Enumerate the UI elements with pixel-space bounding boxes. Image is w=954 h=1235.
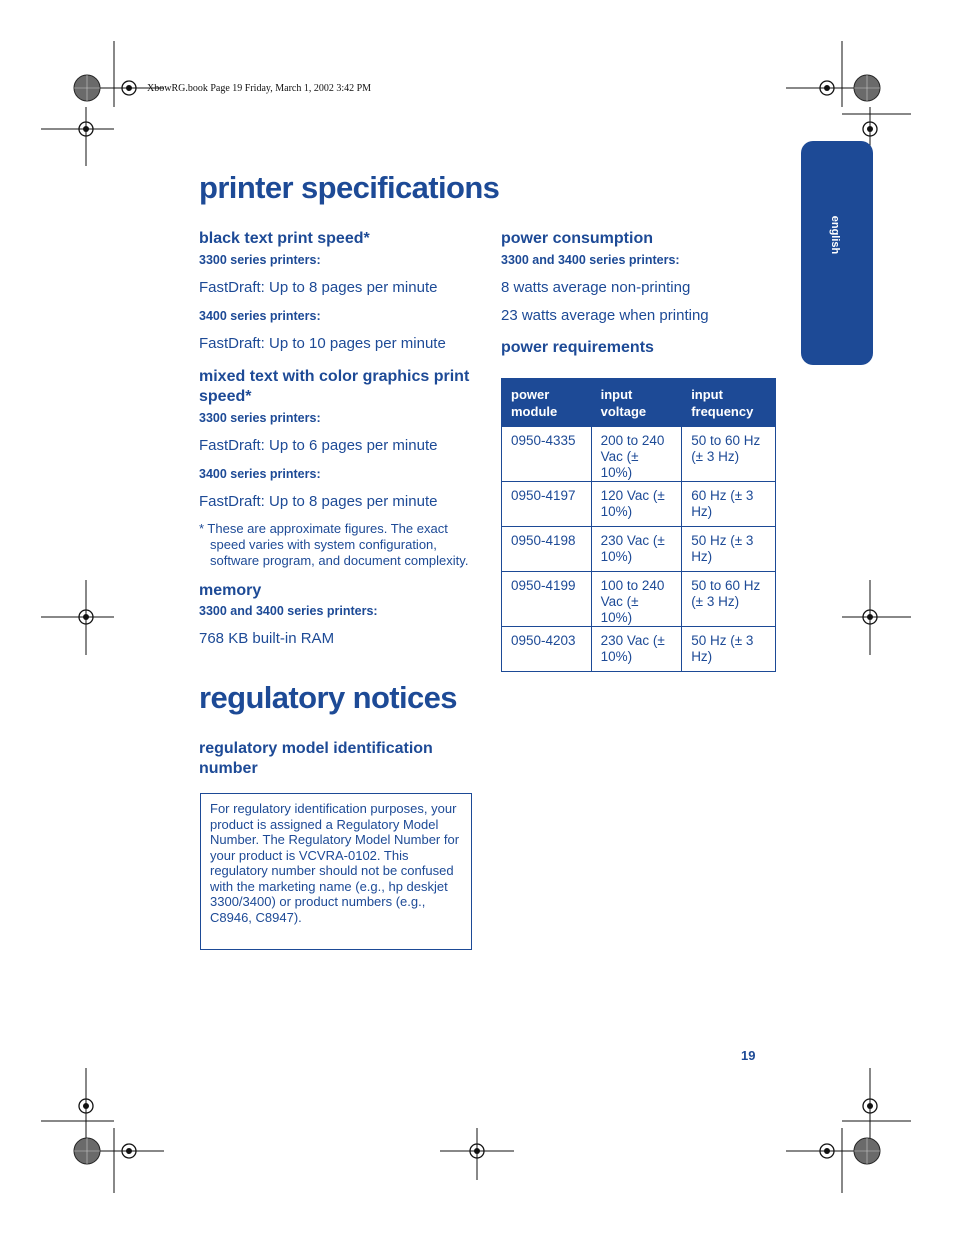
black-3400-label: 3400 series printers:: [199, 309, 321, 323]
power-module-cell: 0950-4198: [502, 527, 592, 572]
table-row: [502, 482, 776, 527]
header-input-voltage: input voltage: [591, 379, 682, 427]
black-3300-label: 3300 series printers:: [199, 253, 321, 267]
header-stamp: XbowRG.book Page 19 Friday, March 1, 2002 3:42 PM: [147, 83, 372, 94]
input-voltage-cell: 200 to 240 Vac (± 10%): [591, 427, 682, 482]
mixed-heading: mixed text with color graphics print speed*: [199, 368, 470, 405]
input-voltage-cell: 120 Vac (± 10%): [591, 482, 682, 527]
page-title: printer specifications: [199, 170, 500, 205]
memory-heading: memory: [199, 582, 262, 599]
power-module-cell: 0950-4197: [502, 482, 592, 527]
header-power-module: power module: [502, 379, 592, 427]
power-consumption-heading: power consumption: [501, 230, 653, 247]
black-3300-value: FastDraft: Up to 8 pages per minute: [199, 279, 438, 296]
black-3400-value: FastDraft: Up to 10 pages per minute: [199, 335, 446, 352]
memory-value: 768 KB built-in RAM: [199, 630, 335, 647]
power-consumption-label: 3300 and 3400 series printers:: [501, 253, 680, 267]
table-row: [502, 527, 776, 572]
regulatory-title: regulatory notices: [199, 680, 457, 715]
power-module-cell: 0950-4203: [502, 627, 592, 672]
input-frequency-cell: 50 to 60 Hz (± 3 Hz): [682, 427, 776, 482]
power-consumption-line2: 23 watts average when printing: [501, 307, 709, 324]
black-text-heading: black text print speed*: [199, 230, 370, 247]
input-frequency-cell: 50 to 60 Hz (± 3 Hz): [682, 572, 776, 627]
side-tab: [801, 141, 873, 365]
speed-footnote: * These are approximate figures. The exact speed varies with system configuration, software program, and document complexity.: [199, 521, 469, 568]
table-header-row: [502, 379, 776, 427]
input-voltage-cell: 230 Vac (± 10%): [591, 527, 682, 572]
table-row: [502, 627, 776, 672]
mixed-3400-label: 3400 series printers:: [199, 467, 321, 481]
regulatory-heading: regulatory model identification number: [199, 740, 433, 777]
input-voltage-cell: 100 to 240 Vac (± 10%): [591, 572, 682, 627]
page-number: 19: [741, 1048, 756, 1063]
mixed-3400-value: FastDraft: Up to 8 pages per minute: [199, 493, 438, 510]
power-consumption-line1: 8 watts average non-printing: [501, 279, 691, 296]
input-frequency-cell: 50 Hz (± 3 Hz): [682, 627, 776, 672]
regulatory-box: For regulatory identification purposes, your product is assigned a Regulatory Model Number. The Regulatory Model Number for your product is VCVRA-0102. This regulatory number should not be confused with the marketing name (e.g., hp deskjet 3300/3400) or product numbers (e.g., C8946, C8947).: [200, 793, 472, 950]
header-input-frequency: input frequency: [682, 379, 776, 427]
table-row: [502, 427, 776, 482]
input-voltage-cell: 230 Vac (± 10%): [591, 627, 682, 672]
power-module-cell: 0950-4335: [502, 427, 592, 482]
power-requirements-heading: power requirements: [501, 339, 654, 356]
memory-label: 3300 and 3400 series printers:: [199, 604, 378, 618]
mixed-3300-value: FastDraft: Up to 6 pages per minute: [199, 437, 438, 454]
side-tab-label: english: [829, 215, 841, 255]
power-module-cell: 0950-4199: [502, 572, 592, 627]
input-frequency-cell: 60 Hz (± 3 Hz): [682, 482, 776, 527]
mixed-3300-label: 3300 series printers:: [199, 411, 321, 425]
input-frequency-cell: 50 Hz (± 3 Hz): [682, 527, 776, 572]
table-row: [502, 572, 776, 627]
power-requirements-table: [501, 378, 776, 672]
